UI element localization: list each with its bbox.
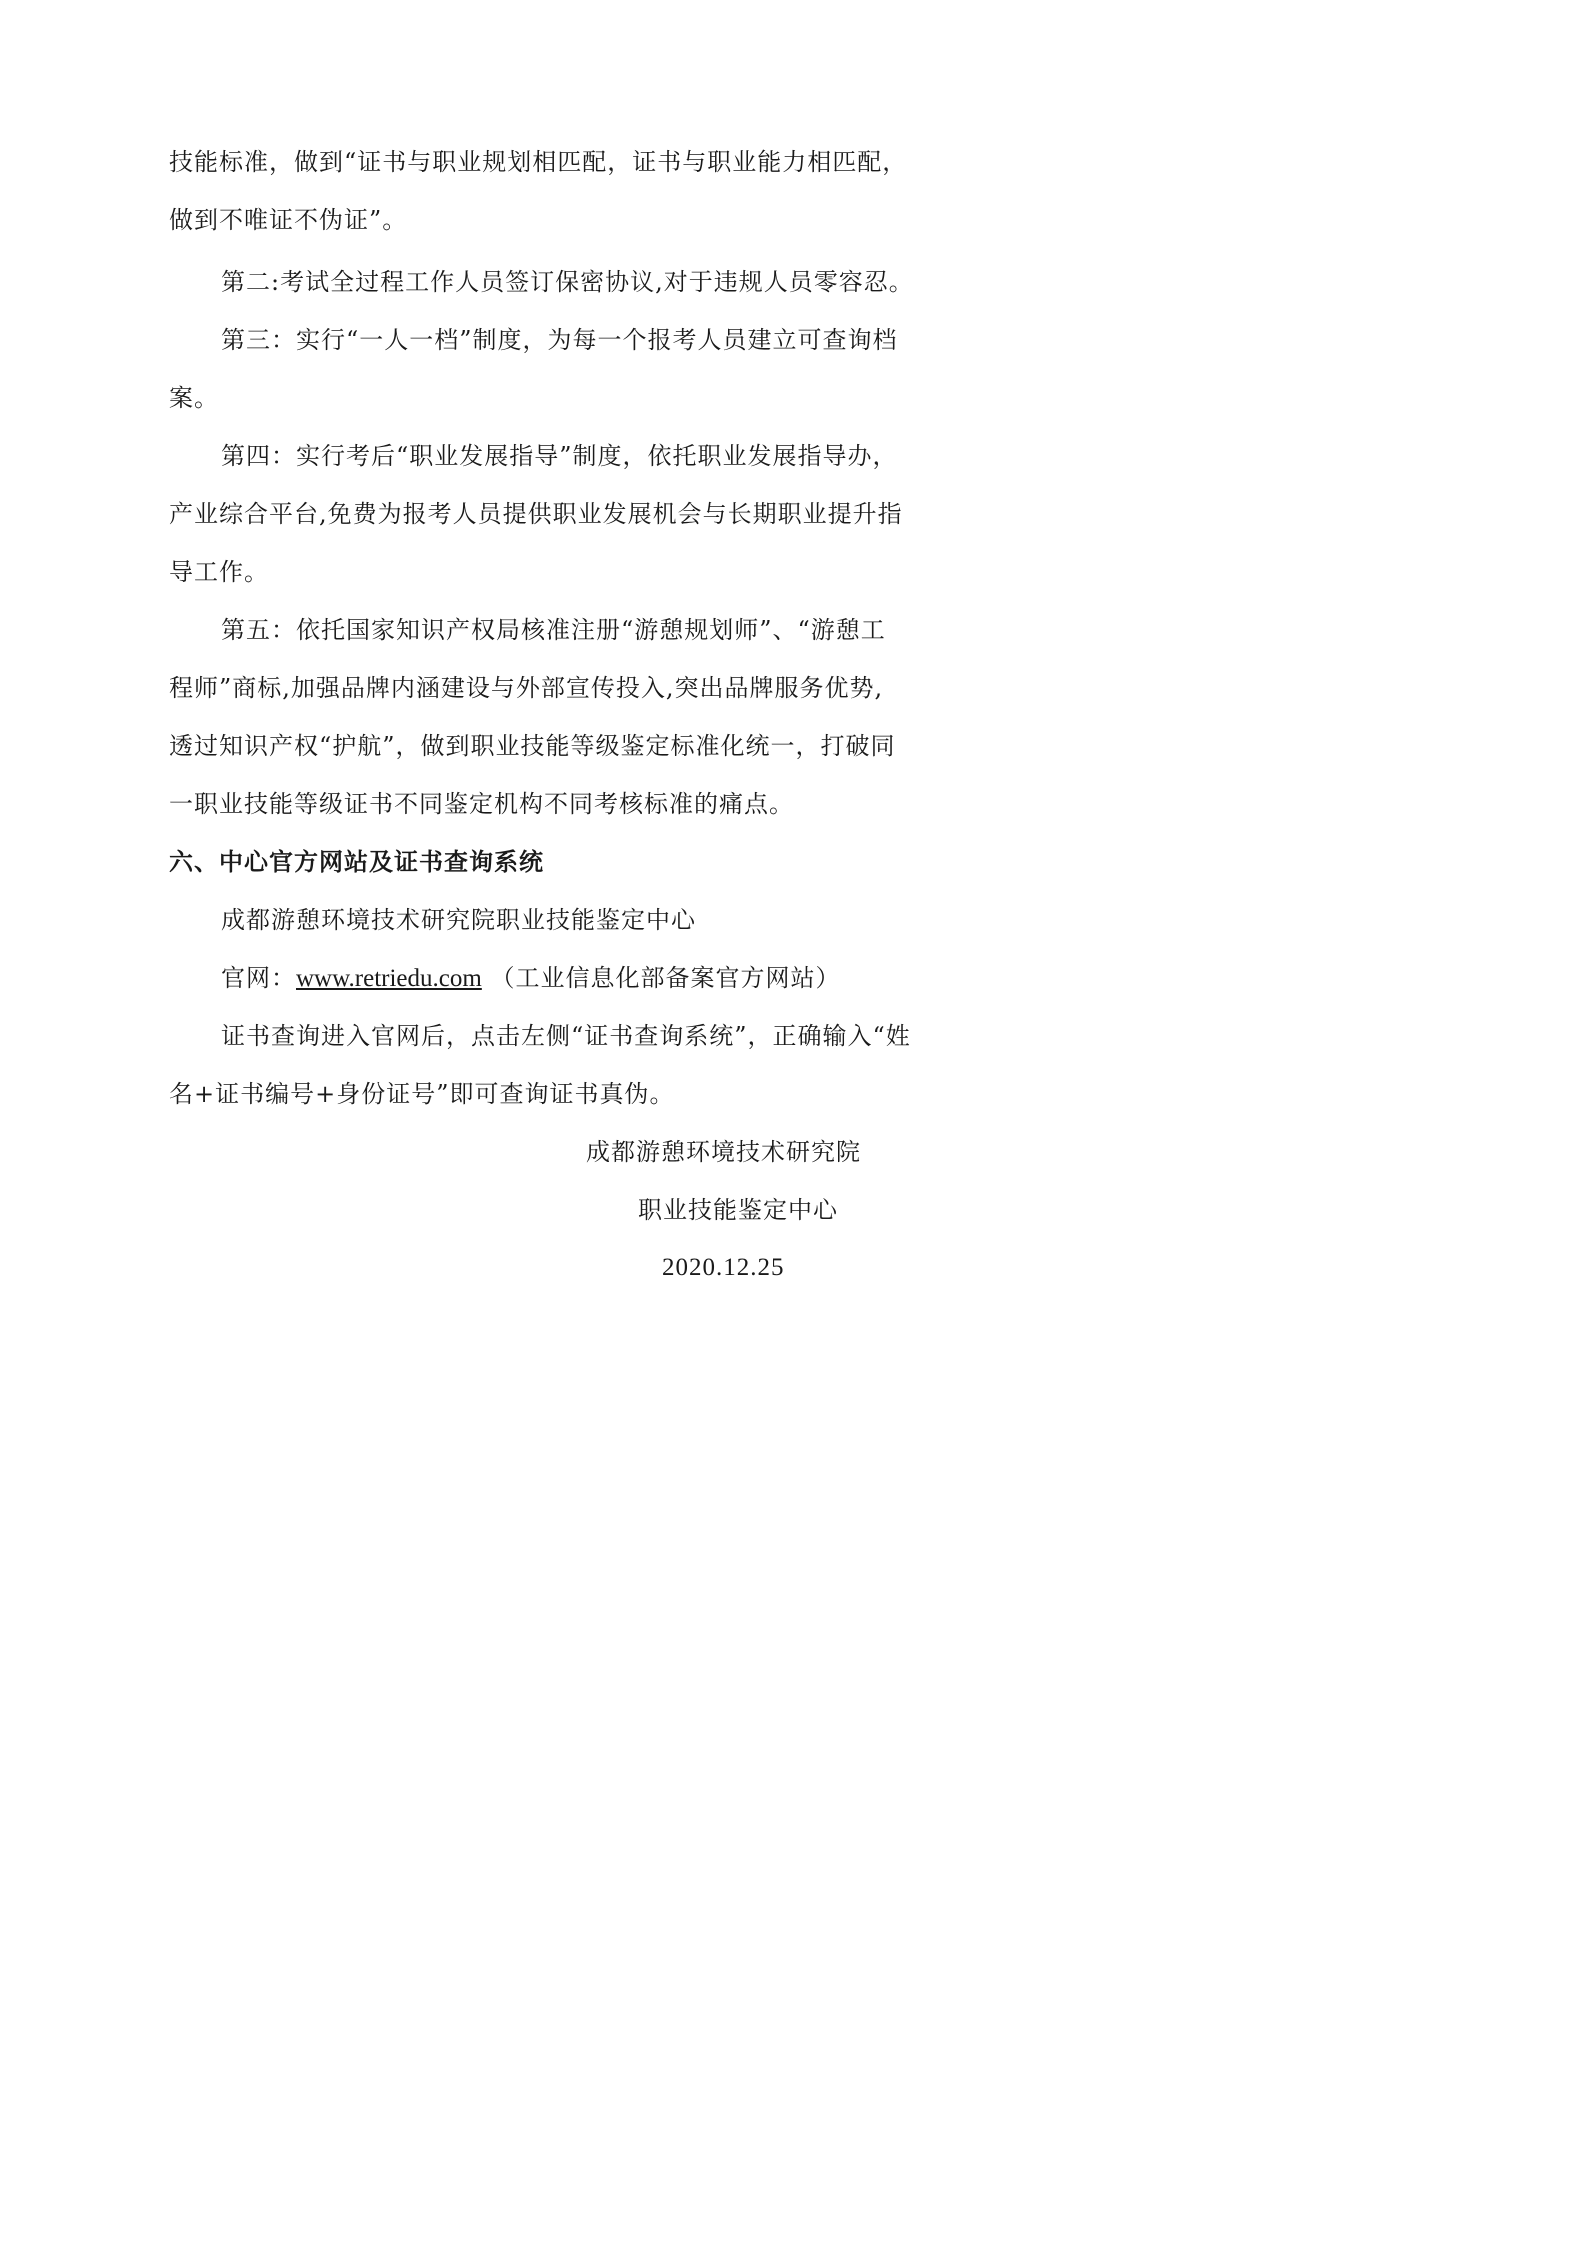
text-line: 第五：依托国家知识产权局核准注册“游憩规划师”、“游憩工 xyxy=(221,616,886,644)
text-line: 产业综合平台,免费为报考人员提供职业发展机会与长期职业提升指 xyxy=(169,500,903,528)
text-line: 一职业技能等级证书不同鉴定机构不同考核标准的痛点。 xyxy=(169,790,794,818)
signature-dept: 职业技能鉴定中心 xyxy=(638,1196,838,1224)
text-line: 导工作。 xyxy=(169,558,269,586)
paragraph-standards xyxy=(169,133,941,249)
text-line: 程师”商标,加强品牌内涵建设与外部宣传投入,突出品牌服务优势, xyxy=(169,674,884,702)
paragraph-query xyxy=(169,1007,941,1123)
paragraph-second xyxy=(169,253,941,311)
text-line: 第四：实行考后“职业发展指导”制度，依托职业发展指导办， xyxy=(221,442,898,470)
text-line: 第二:考试全过程工作人员签订保密协议,对于违规人员零容忍。 xyxy=(221,268,914,296)
signature-date: 2020.12.25 xyxy=(662,1254,785,1281)
document-page xyxy=(0,0,1100,1556)
website-link[interactable]: www.retriedu.com xyxy=(296,965,482,992)
section-heading: 六、中心官方网站及证书查询系统 xyxy=(169,848,544,876)
website-line xyxy=(221,949,840,1008)
text-line: 透过知识产权“护航”，做到职业技能等级鉴定标准化统一，打破同 xyxy=(169,732,896,760)
text-line: 名+证书编号+身份证号”即可查询证书真伪。 xyxy=(169,1080,675,1108)
signature-org: 成都游憩环境技术研究院 xyxy=(586,1138,861,1166)
center-name: 成都游憩环境技术研究院职业技能鉴定中心 xyxy=(221,906,696,934)
paragraph-fifth xyxy=(169,601,941,833)
text-line: 技能标准，做到“证书与职业规划相匹配，证书与职业能力相匹配， xyxy=(169,148,908,176)
text-line: 证书查询进入官网后，点击左侧“证书查询系统”，正确输入“姓 xyxy=(221,1022,911,1050)
paragraph-third xyxy=(169,311,941,427)
website-label: 官网： xyxy=(221,964,296,992)
text-line: 案。 xyxy=(169,384,219,412)
paragraph-fourth xyxy=(169,427,941,601)
text-line: 做到不唯证不伪证”。 xyxy=(169,206,408,234)
text-line: 第三：实行“一人一档”制度，为每一个报考人员建立可查询档 xyxy=(221,326,898,354)
website-note: （工业信息化部备案官方网站） xyxy=(490,964,841,992)
